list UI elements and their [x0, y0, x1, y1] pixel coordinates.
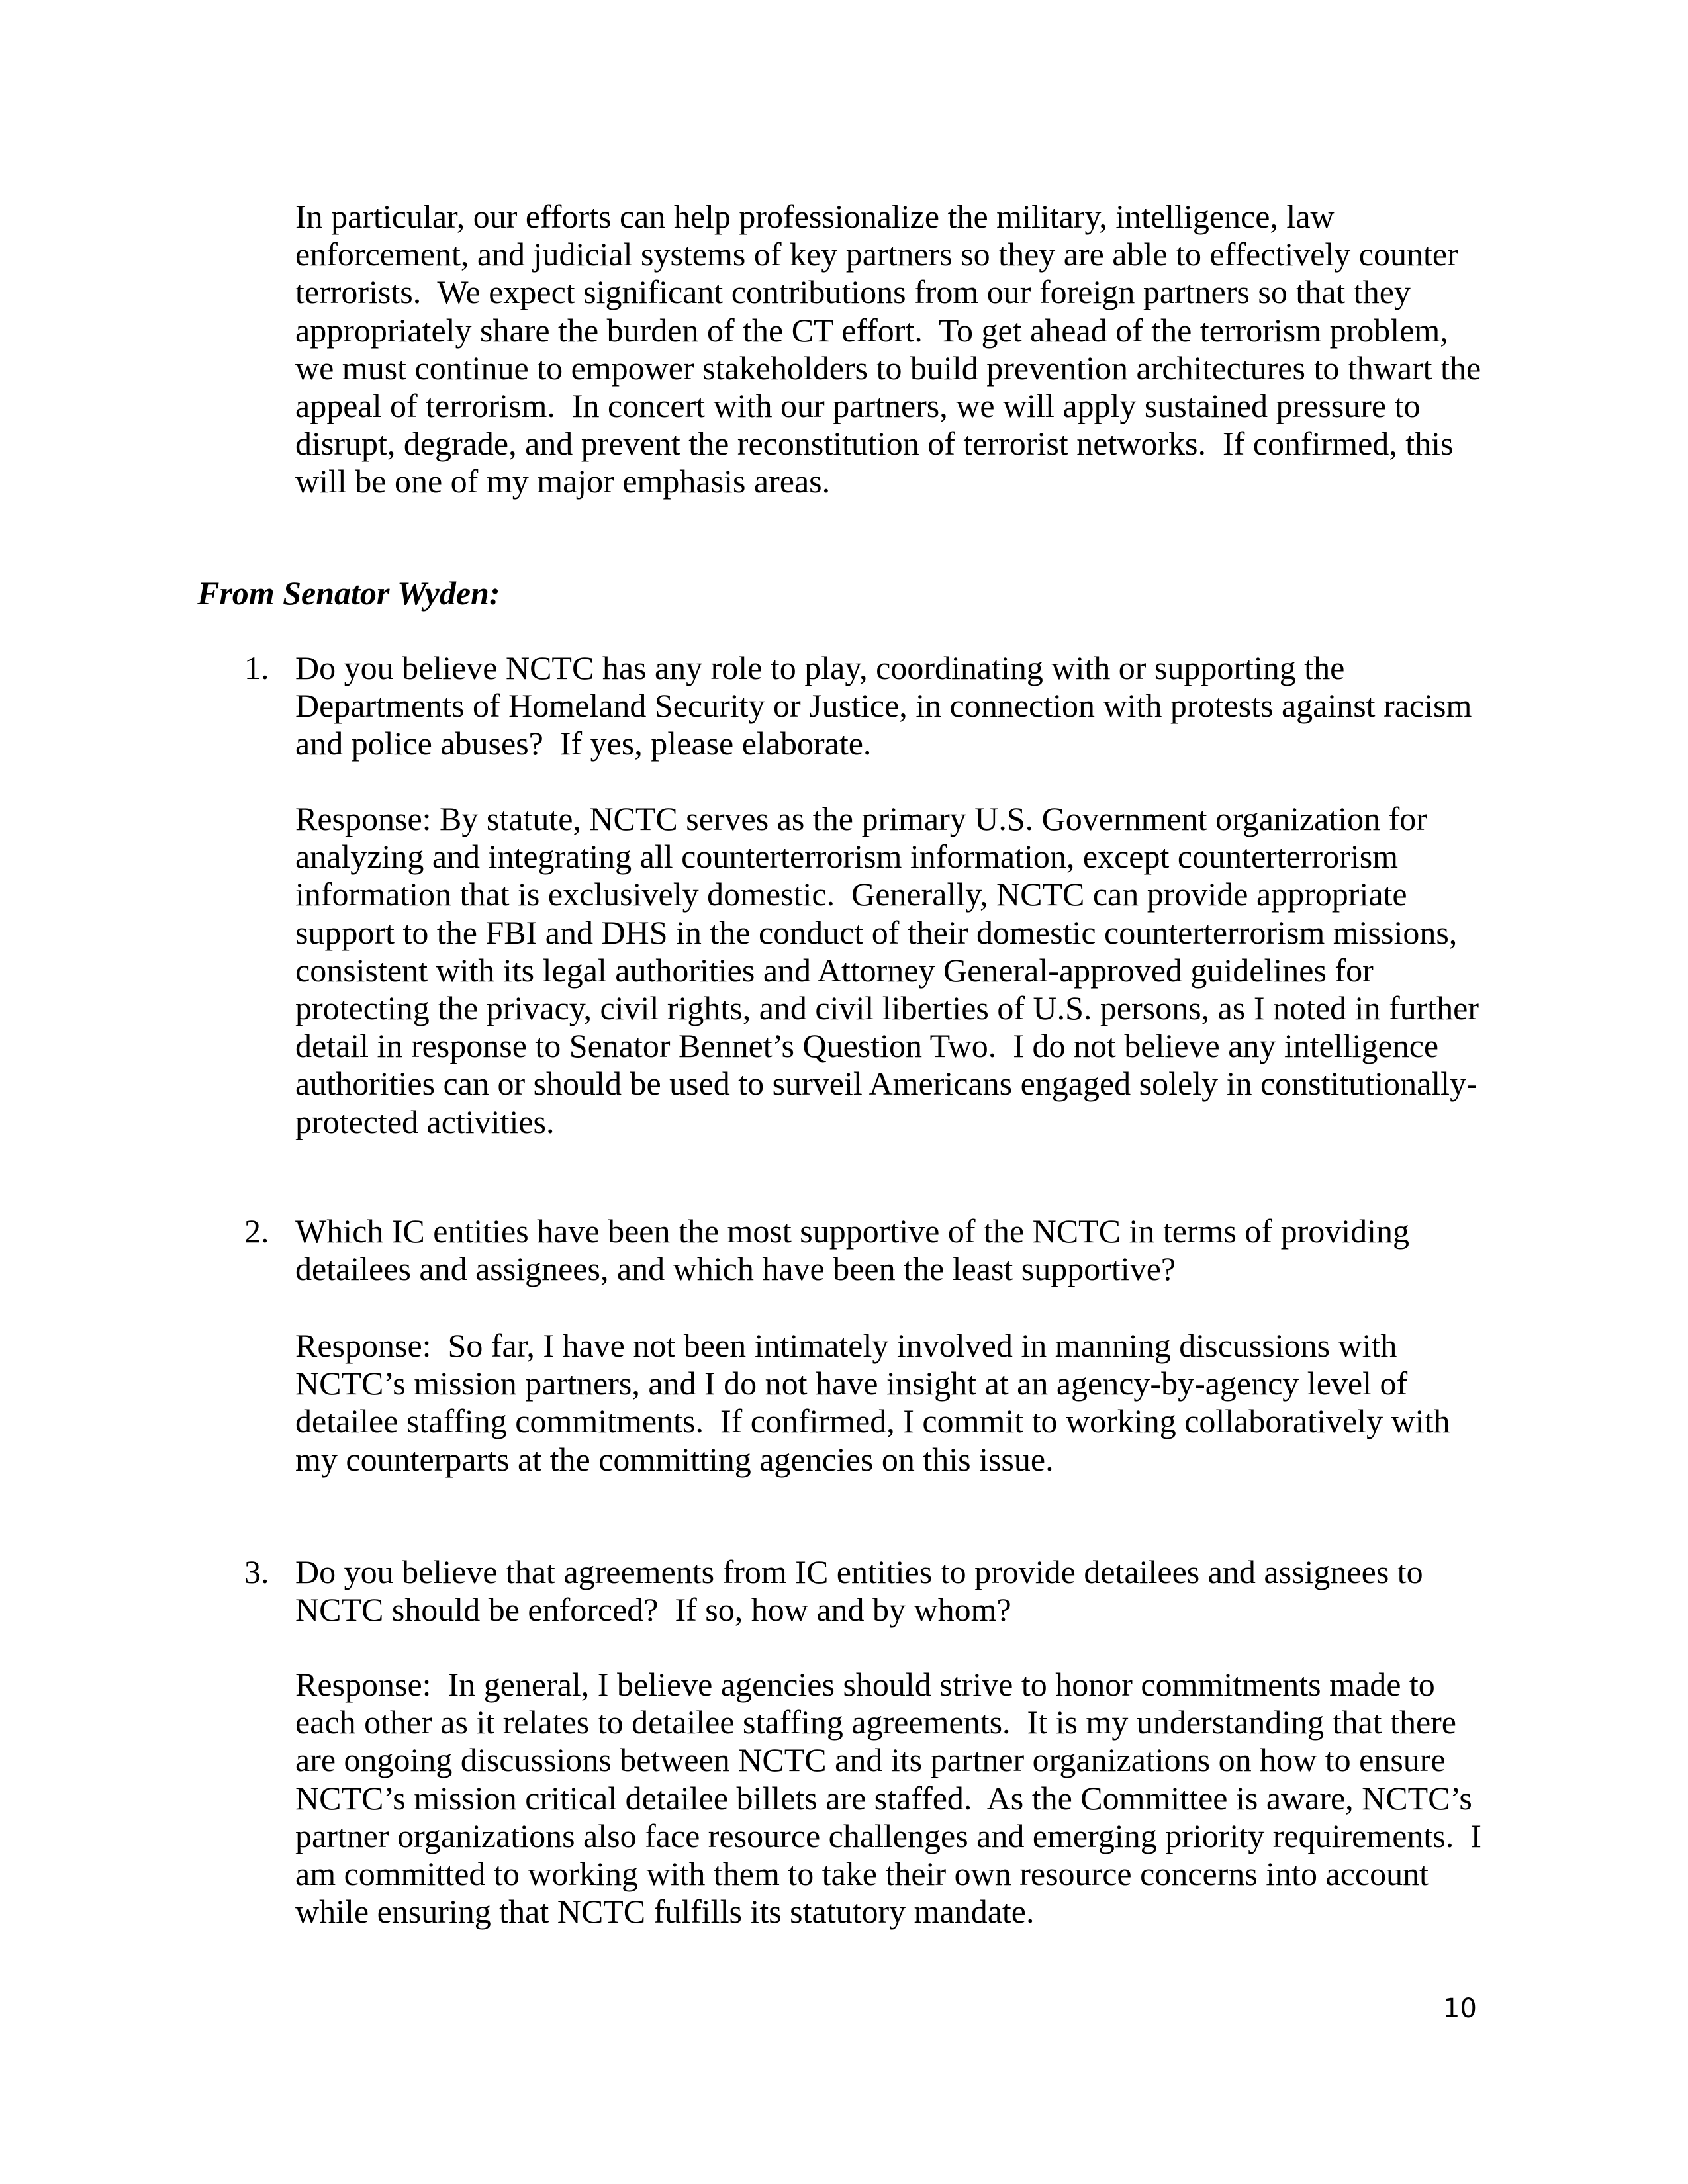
question-1-text — [295, 649, 1472, 763]
text-line: terrorists. We expect significant contributions from our foreign partners so that they — [295, 273, 1411, 311]
text-line: detailees and assignees, and which have been the least supportive? — [295, 1250, 1176, 1288]
text-line: NCTC’s mission critical detailee billets are staffed. As the Committee is aware, NCTC’s — [295, 1779, 1472, 1817]
text-line: while ensuring that NCTC fulfills its statutory mandate. — [295, 1893, 1035, 1931]
text-line: Response: In general, I believe agencies should strive to honor commitments made to — [295, 1666, 1435, 1703]
text-line: information that is exclusively domestic. Generally, NCTC can provide appropriate — [295, 876, 1407, 913]
response-1-text — [295, 800, 1479, 1141]
question-2-text — [295, 1212, 1409, 1288]
text-line: protected activities. — [295, 1103, 555, 1140]
question-number: 1. — [244, 649, 269, 686]
text-line: Departments of Homeland Security or Justice, in connection with protests against racism — [295, 687, 1472, 725]
text-line: analyzing and integrating all counterterrorism information, except counterterrorism — [295, 838, 1399, 876]
text-line: will be one of my major emphasis areas. — [295, 463, 831, 500]
question-3-text — [295, 1553, 1423, 1629]
text-line: NCTC’s mission partners, and I do not have insight at an agency-by-agency level of — [295, 1365, 1408, 1402]
text-line: Response: By statute, NCTC serves as the primary U.S. Government organization for — [295, 800, 1427, 837]
text-line: Which IC entities have been the most supportive of the NCTC in terms of providing — [295, 1212, 1410, 1250]
text-line: consistent with its legal authorities and Attorney General-approved guidelines for — [295, 951, 1374, 989]
text-line: appropriately share the burden of the CT effort. To get ahead of the terrorism problem, — [295, 311, 1448, 349]
intro-paragraph — [295, 198, 1481, 501]
text-line: and police abuses? If yes, please elaborate. — [295, 725, 872, 762]
text-line: my counterparts at the committing agencies on this issue. — [295, 1440, 1054, 1478]
section-heading: From Senator Wyden: — [197, 574, 500, 612]
text-line: support to the FBI and DHS in the conduct of their domestic counterterrorism missions, — [295, 913, 1458, 951]
text-line: are ongoing discussions between NCTC and its partner organizations on how to ensure — [295, 1741, 1446, 1779]
text-line: Response: So far, I have not been intimately involved in manning discussions with — [295, 1327, 1397, 1364]
text-line: Do you believe that agreements from IC entities to provide detailees and assignees to — [295, 1553, 1423, 1590]
text-line: disrupt, degrade, and prevent the reconstitution of terrorist networks. If confirmed, this — [295, 425, 1454, 463]
text-line: detail in response to Senator Bennet’s Question Two. I do not believe any intelligence — [295, 1027, 1439, 1065]
text-line: detailee staffing commitments. If confirmed, I commit to working collaboratively with — [295, 1402, 1450, 1440]
text-line: authorities can or should be used to surveil Americans engaged solely in constitutionally- — [295, 1065, 1477, 1103]
text-line: each other as it relates to detailee staffing agreements. It is my understanding that there — [295, 1704, 1457, 1741]
text-line: partner organizations also face resource challenges and emerging priority requirements. I — [295, 1817, 1481, 1854]
text-line: we must continue to empower stakeholders to build prevention architectures to thwart the — [295, 349, 1481, 387]
text-line: In particular, our efforts can help professionalize the military, intelligence, law — [295, 198, 1335, 235]
text-line: appeal of terrorism. In concert with our partners, we will apply sustained pressure to — [295, 387, 1421, 425]
text-line: am committed to working with them to take their own resource concerns into account — [295, 1855, 1429, 1893]
text-line: NCTC should be enforced? If so, how and by whom? — [295, 1591, 1011, 1629]
response-2-text — [295, 1327, 1450, 1479]
text-line: enforcement, and judicial systems of key partners so they are able to effectively counter — [295, 236, 1458, 273]
question-number: 3. — [244, 1553, 269, 1590]
text-line: protecting the privacy, civil rights, and civil liberties of U.S. persons, as I noted in further — [295, 989, 1479, 1027]
response-3-text — [295, 1666, 1481, 1931]
text-line: Do you believe NCTC has any role to play, coordinating with or supporting the — [295, 649, 1345, 686]
page-number: 10 — [1443, 1993, 1477, 2024]
question-number: 2. — [244, 1212, 269, 1250]
